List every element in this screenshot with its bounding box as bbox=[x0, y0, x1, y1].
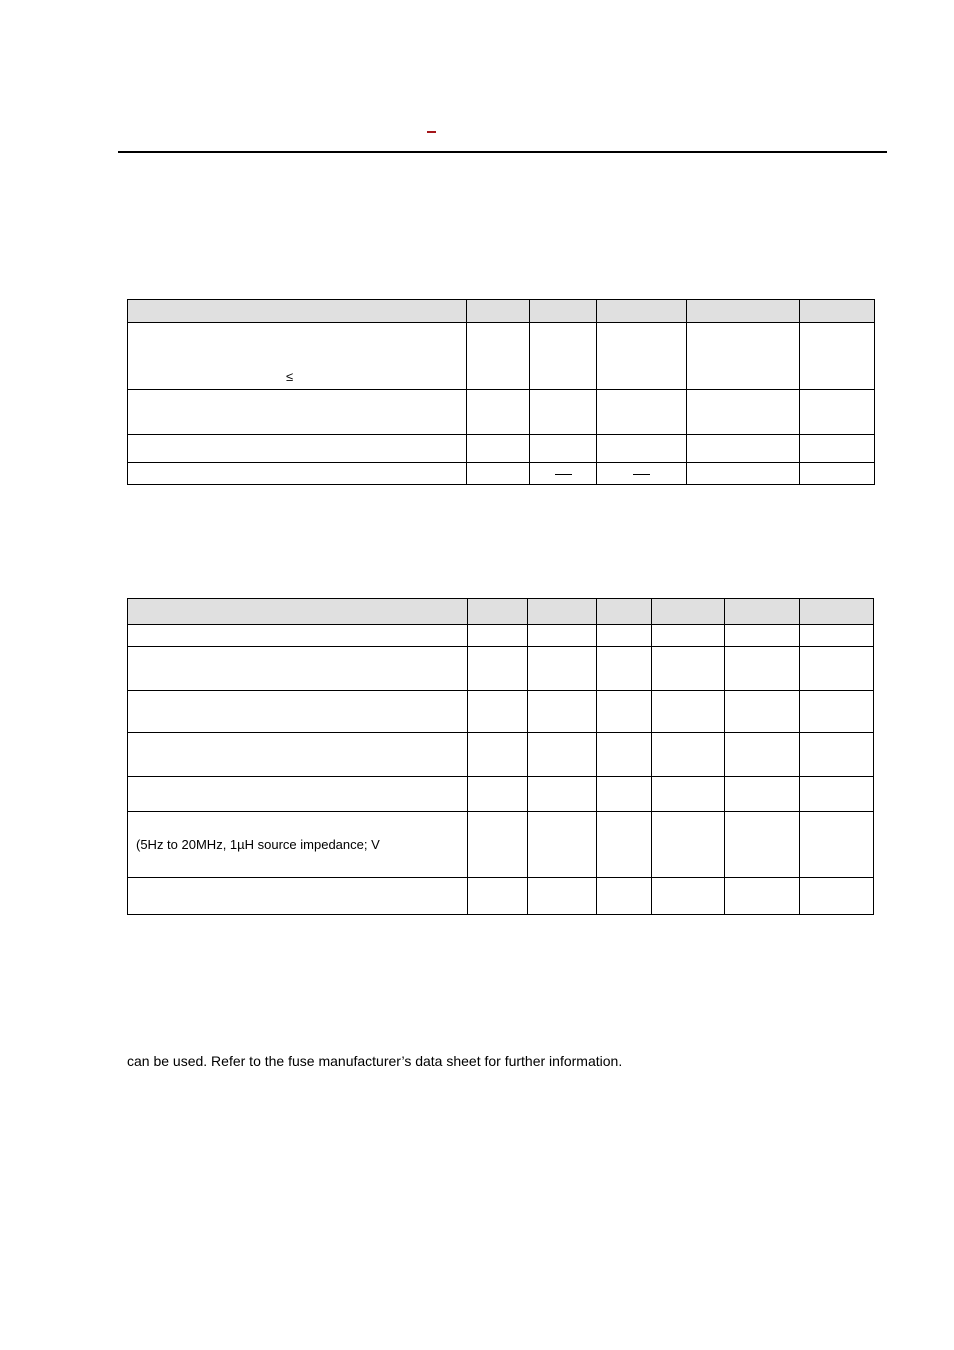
header-cell bbox=[128, 599, 468, 625]
table-row bbox=[128, 691, 874, 733]
value-cell bbox=[652, 733, 725, 777]
value-cell bbox=[725, 812, 800, 878]
table-row bbox=[128, 812, 874, 878]
value-cell bbox=[800, 435, 875, 463]
parameter-cell bbox=[128, 463, 467, 485]
table-row bbox=[128, 323, 875, 390]
value-cell bbox=[800, 733, 874, 777]
header-cell bbox=[597, 300, 687, 323]
table-row bbox=[128, 390, 875, 435]
header-cell bbox=[128, 300, 467, 323]
value-cell bbox=[800, 812, 874, 878]
value-cell bbox=[725, 647, 800, 691]
value-cell bbox=[530, 323, 597, 390]
value-cell bbox=[467, 390, 530, 435]
parameter-cell bbox=[128, 647, 468, 691]
value-cell bbox=[530, 435, 597, 463]
value-cell bbox=[725, 878, 800, 915]
value-cell bbox=[652, 625, 725, 647]
value-cell bbox=[597, 878, 652, 915]
value-cell bbox=[652, 812, 725, 878]
value-cell bbox=[528, 878, 597, 915]
header-cell bbox=[800, 599, 874, 625]
value-cell bbox=[800, 323, 875, 390]
header-cell bbox=[597, 599, 652, 625]
value-cell bbox=[530, 463, 597, 485]
header-cell bbox=[530, 300, 597, 323]
header-red-mark bbox=[427, 131, 436, 133]
value-cell bbox=[468, 691, 528, 733]
value-cell bbox=[800, 625, 874, 647]
table-row bbox=[128, 777, 874, 812]
value-cell bbox=[597, 691, 652, 733]
spec-table-1 bbox=[127, 299, 875, 485]
header-cell bbox=[800, 300, 875, 323]
value-cell bbox=[468, 812, 528, 878]
value-cell bbox=[467, 323, 530, 390]
value-cell bbox=[597, 777, 652, 812]
value-cell bbox=[725, 691, 800, 733]
value-cell bbox=[800, 390, 875, 435]
table-row bbox=[128, 435, 875, 463]
table-row bbox=[128, 463, 875, 485]
value-cell bbox=[652, 647, 725, 691]
header-cell bbox=[687, 300, 800, 323]
parameter-cell: (5Hz to 20MHz, 1µH source impedance; V bbox=[128, 812, 468, 878]
parameter-cell bbox=[128, 323, 467, 390]
value-cell bbox=[468, 647, 528, 691]
table-row bbox=[128, 625, 874, 647]
value-cell bbox=[468, 733, 528, 777]
header-cell bbox=[528, 599, 597, 625]
parameter-cell bbox=[128, 777, 468, 812]
table-row bbox=[128, 733, 874, 777]
value-cell bbox=[800, 777, 874, 812]
value-cell bbox=[687, 323, 800, 390]
value-cell bbox=[725, 777, 800, 812]
value-cell bbox=[597, 463, 687, 485]
em-dash bbox=[555, 474, 572, 475]
parameter-cell bbox=[128, 733, 468, 777]
value-cell bbox=[597, 625, 652, 647]
value-cell bbox=[800, 691, 874, 733]
value-cell bbox=[528, 733, 597, 777]
value-cell bbox=[530, 390, 597, 435]
value-cell bbox=[597, 435, 687, 463]
value-cell bbox=[597, 812, 652, 878]
value-cell bbox=[800, 878, 874, 915]
parameter-cell bbox=[128, 878, 468, 915]
header-cell bbox=[468, 599, 528, 625]
value-cell bbox=[468, 777, 528, 812]
value-cell bbox=[467, 463, 530, 485]
value-cell bbox=[800, 463, 875, 485]
table-header-row bbox=[128, 300, 875, 323]
parameter-cell bbox=[128, 435, 467, 463]
header-cell bbox=[725, 599, 800, 625]
value-cell bbox=[528, 777, 597, 812]
value-cell bbox=[597, 733, 652, 777]
parameter-cell bbox=[128, 625, 468, 647]
value-cell bbox=[468, 625, 528, 647]
value-cell bbox=[597, 390, 687, 435]
parameter-cell bbox=[128, 691, 468, 733]
header-cell bbox=[467, 300, 530, 323]
value-cell bbox=[528, 812, 597, 878]
value-cell bbox=[597, 647, 652, 691]
table-row bbox=[128, 878, 874, 915]
header-rule bbox=[118, 151, 887, 153]
less-equal-symbol: ≤ bbox=[286, 369, 294, 384]
fuse-note-text: can be used. Refer to the fuse manufacturer’s data sheet for further information. bbox=[127, 1053, 623, 1069]
value-cell bbox=[468, 878, 528, 915]
table-header-row bbox=[128, 599, 874, 625]
value-cell bbox=[652, 777, 725, 812]
header-cell bbox=[652, 599, 725, 625]
value-cell bbox=[597, 323, 687, 390]
em-dash bbox=[633, 474, 650, 475]
value-cell bbox=[652, 691, 725, 733]
value-cell bbox=[687, 390, 800, 435]
value-cell bbox=[687, 435, 800, 463]
spec-table-2 bbox=[127, 598, 874, 915]
value-cell bbox=[725, 625, 800, 647]
value-cell bbox=[467, 435, 530, 463]
value-cell bbox=[687, 463, 800, 485]
value-cell bbox=[652, 878, 725, 915]
value-cell bbox=[528, 625, 597, 647]
table-row bbox=[128, 647, 874, 691]
value-cell bbox=[725, 733, 800, 777]
value-cell bbox=[528, 691, 597, 733]
parameter-cell bbox=[128, 390, 467, 435]
value-cell bbox=[528, 647, 597, 691]
value-cell bbox=[800, 647, 874, 691]
